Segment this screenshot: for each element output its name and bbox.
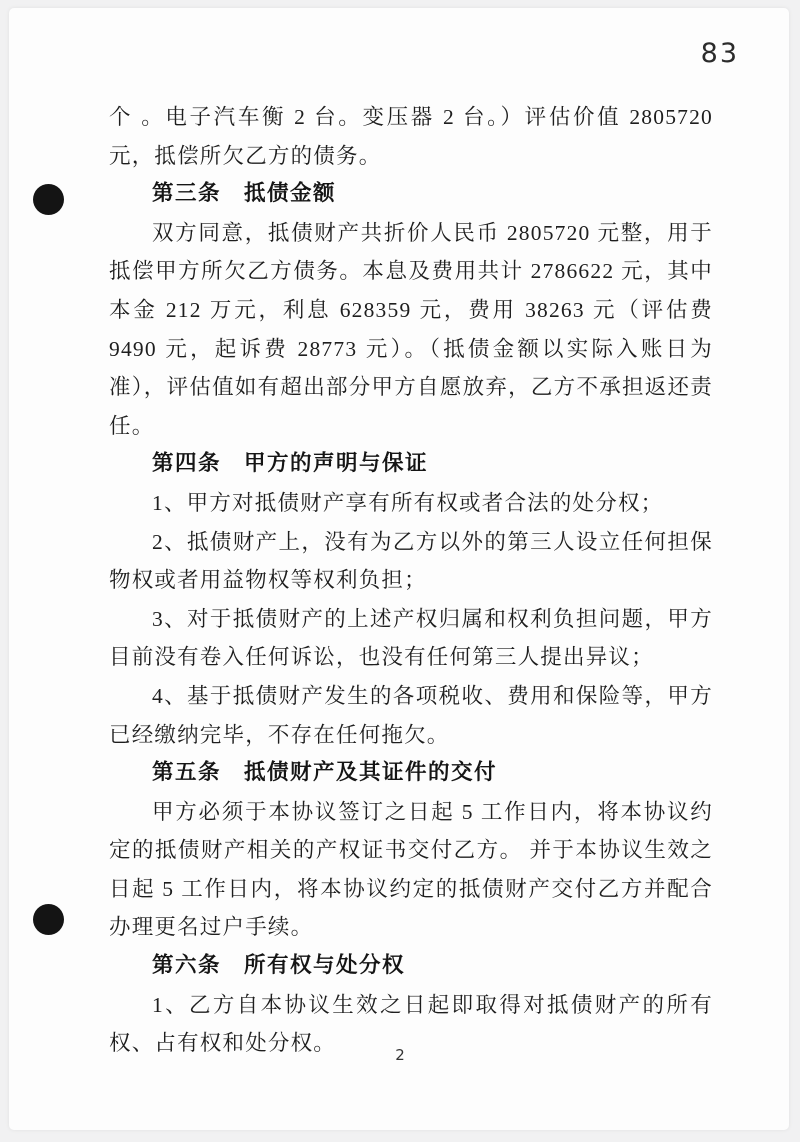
article-3-heading: 第三条 抵债金额	[152, 181, 337, 207]
paragraph-delivery-of-assets: 甲方必须于本协议签订之日起 5 工作日内，将本协议约定的抵债财产相关的产权证书交付乙方。 并于本协议生效之日起 5 工作日内，将本协议约定的抵债财产交付乙方并配合办理更名过户手续。	[109, 799, 713, 940]
clause-4-item-2: 2、抵债财产上，没有为乙方以外的第三人设立任何担保物权或者用益物权等权利负担；	[109, 529, 713, 593]
clause-4-item-3: 3、对于抵债财产的上述产权归属和权利负担问题，甲方目前没有卷入任何诉讼，也没有任何第三人提出异议；	[109, 606, 713, 670]
scanned-contract-page	[9, 8, 789, 1130]
punch-hole-top	[33, 184, 64, 215]
contract-body	[109, 98, 713, 1063]
article-6-heading: 第六条 所有权与处分权	[152, 953, 406, 979]
clause-4-item-4: 4、基于抵债财产发生的各项税收、费用和保险等，甲方已经缴纳完毕，不存在任何拖欠。	[109, 683, 713, 747]
clause-4-item-1: 1、甲方对抵债财产享有所有权或者合法的处分权；	[152, 490, 664, 515]
archive-page-number: 83	[700, 38, 739, 69]
punch-hole-bottom	[33, 904, 64, 935]
article-5-heading: 第五条 抵债财产及其证件的交付	[152, 760, 498, 786]
clause-6-item-1: 1、乙方自本协议生效之日起即取得对抵债财产的所有权、占有权和处分权。	[109, 992, 713, 1056]
paragraph-asset-valuation-continued: 个 。电子汽车衡 2 台。变压器 2 台。）评估价值 2805720 元，抵偿所欠乙方的债务。	[109, 105, 713, 168]
article-4-heading: 第四条 甲方的声明与保证	[152, 451, 429, 477]
paragraph-debt-offset-amount: 双方同意，抵债财产共折价人民币 2805720 元整，用于抵偿甲方所欠乙方债务。本息及费用共计 2786622 元，其中本金 212 万元，利息 628359 元，费用 38263 元（评估费 9490 元，起诉费 28773 元）。（抵债金额以实际入账日为准），评估值如有超出部分甲方自愿放弃，乙方不承担返还责任。	[109, 220, 713, 438]
footer-page-number: 2	[395, 1046, 405, 1064]
